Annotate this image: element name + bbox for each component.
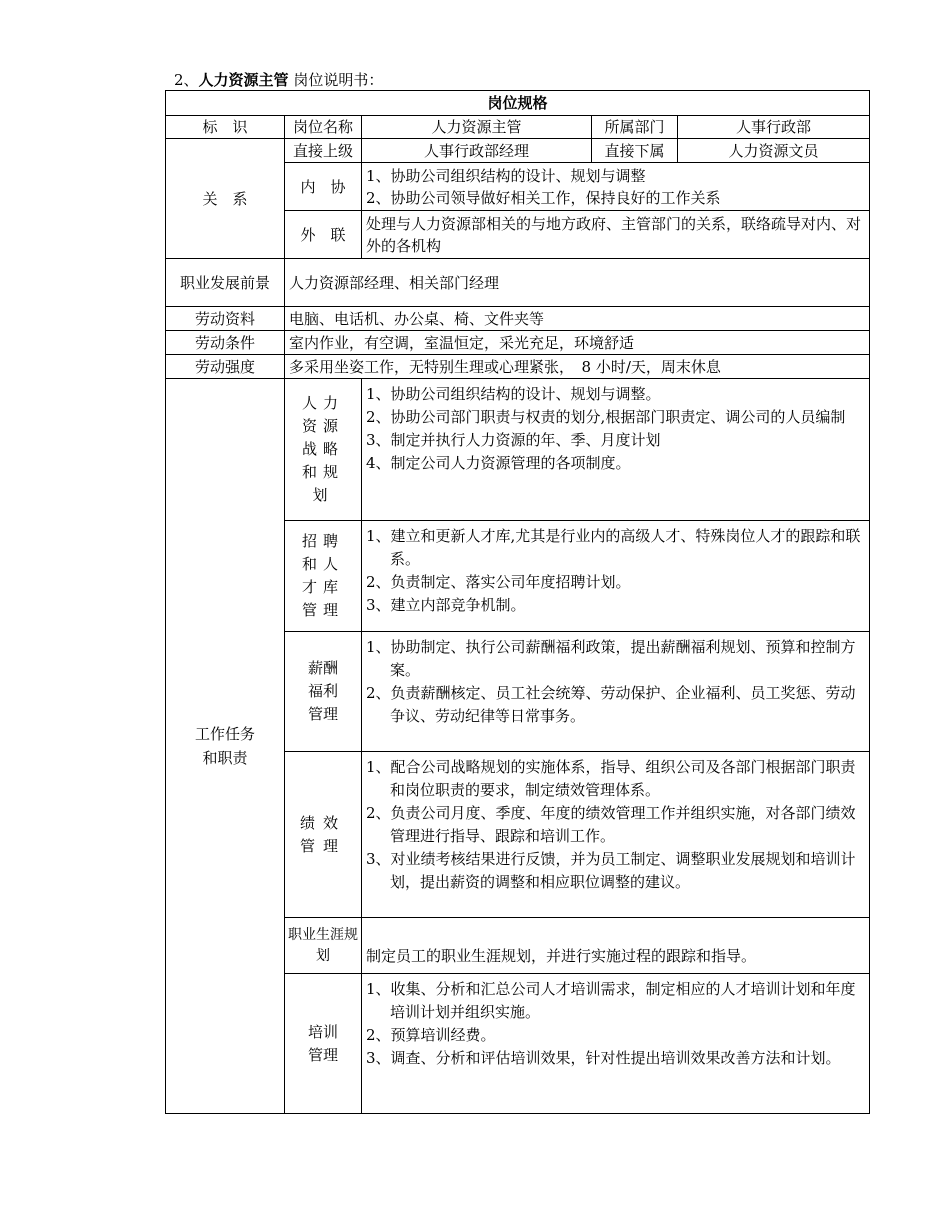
superior-row <box>166 139 870 163</box>
duty-label-cell <box>285 752 362 918</box>
materials-value: 电脑、电话机、办公桌、椅、文件夹等 <box>285 307 870 331</box>
identity-label: 标 识 <box>166 116 285 139</box>
job-spec-table <box>165 90 870 1114</box>
duty-item: 制定员工的职业生涯规划，并进行实施过程的跟踪和指导。 <box>366 947 757 965</box>
subordinate-label: 直接下属 <box>592 139 678 163</box>
heading-prefix: 2、 <box>174 71 199 89</box>
duty-item: 3、制定并执行人力资源的年、季、月度计划 <box>366 431 661 449</box>
position-name-value: 人力资源主管 <box>362 116 592 139</box>
duty-item: 1、配合公司战略规划的实施体系，指导、组织公司及各部门根据部门职责和岗位职责的要求，制定绩效管理体系。 <box>366 758 856 799</box>
duty-item: 2、预算培训经费。 <box>366 1026 496 1044</box>
document-heading <box>174 70 383 90</box>
internal-item: 2、协助公司领导做好相关工作，保持良好的工作关系 <box>366 188 721 207</box>
duty-row-strategy <box>166 379 870 521</box>
duty-item: 1、收集、分析和汇总公司人才培训需求，制定相应的人才培训计划和年度培训计划并组织实施。 <box>366 980 856 1021</box>
duty-label: 培训管理 <box>307 1022 338 1064</box>
conditions-label: 劳动条件 <box>166 331 285 355</box>
title-row <box>166 91 870 116</box>
external-content: 处理与人力资源部相关的与地方政府、主管部门的关系，联络疏导对内、对外的各机构 <box>362 211 870 259</box>
duty-label-cell <box>285 974 362 1114</box>
career-label: 职业发展前景 <box>166 259 285 307</box>
duty-item: 3、对业绩考核结果进行反馈，并为员工制定、调整职业发展规划和培训计划，提出薪资的调整和相应职位调整的建议。 <box>366 850 856 891</box>
subordinate-value: 人力资源文员 <box>678 139 870 163</box>
career-row <box>166 259 870 307</box>
duty-label: 人力资源战略和规划 <box>301 394 344 504</box>
duty-item: 2、协助公司部门职责与权责的划分,根据部门职责定、调公司的人员编制 <box>366 408 846 426</box>
duty-label: 绩效管理 <box>300 813 347 855</box>
duty-item: 2、负责公司月度、季度、年度的绩效管理工作并组织实施，对各部门绩效管理进行指导、跟踪和培训工作。 <box>366 804 856 845</box>
conditions-row <box>166 331 870 355</box>
superior-label: 直接上级 <box>285 139 362 163</box>
department-label: 所属部门 <box>592 116 678 139</box>
intensity-label: 劳动强度 <box>166 355 285 379</box>
department-value: 人事行政部 <box>678 116 870 139</box>
duty-label-cell <box>285 918 362 974</box>
materials-row <box>166 307 870 331</box>
duty-item: 4、制定公司人力资源管理的各项制度。 <box>366 454 631 472</box>
intensity-value: 多采用坐姿工作，无特别生理或心理紧张， 8 小时/天，周末休息 <box>285 355 870 379</box>
position-name-label: 岗位名称 <box>285 116 362 139</box>
duty-item: 1、协助制定、执行公司薪酬福利政策，提出薪酬福利规划、预算和控制方案。 <box>366 638 856 679</box>
conditions-value: 室内作业，有空调，室温恒定，采光充足，环境舒适 <box>285 331 870 355</box>
duty-item: 1、建立和更新人才库,尤其是行业内的高级人才、特殊岗位人才的跟踪和联系。 <box>366 527 861 568</box>
duty-content <box>362 521 870 632</box>
internal-content <box>362 163 870 211</box>
duty-item: 3、调查、分析和评估培训效果，针对性提出培训效果改善方法和计划。 <box>366 1049 841 1067</box>
duty-label: 职业生涯规划 <box>288 926 358 964</box>
heading-suffix: 岗位说明书： <box>288 71 384 89</box>
career-value: 人力资源部经理、相关部门经理 <box>285 259 870 307</box>
duty-item: 1、协助公司组织结构的设计、规划与调整。 <box>366 385 661 403</box>
duty-content <box>362 379 870 521</box>
duty-content <box>362 918 870 974</box>
intensity-row <box>166 355 870 379</box>
duty-content <box>362 974 870 1114</box>
duty-item: 2、负责薪酬核定、员工社会统筹、劳动保护、企业福利、员工奖惩、劳动争议、劳动纪律等日常事务。 <box>366 684 856 725</box>
duty-item: 2、负责制定、落实公司年度招聘计划。 <box>366 573 631 591</box>
heading-position: 人力资源主管 <box>198 71 289 89</box>
duties-label-text: 工作任务和职责 <box>194 725 255 767</box>
duty-label: 薪酬福利管理 <box>307 659 338 723</box>
duty-label: 招聘和人才库管理 <box>301 532 344 619</box>
duty-item: 3、建立内部竞争机制。 <box>366 596 526 614</box>
identity-row <box>166 116 870 139</box>
duty-label-cell <box>285 632 362 752</box>
duty-label-cell <box>285 521 362 632</box>
internal-item: 1、协助公司组织结构的设计、规划与调整 <box>366 166 646 185</box>
external-label: 外 联 <box>285 211 362 259</box>
table-title: 岗位规格 <box>166 91 870 116</box>
relations-label: 关 系 <box>166 139 285 259</box>
duty-content <box>362 632 870 752</box>
internal-label: 内 协 <box>285 163 362 211</box>
superior-value: 人事行政部经理 <box>362 139 592 163</box>
materials-label: 劳动资料 <box>166 307 285 331</box>
duty-label-cell <box>285 379 362 521</box>
duty-content <box>362 752 870 918</box>
duties-label <box>166 379 285 1114</box>
